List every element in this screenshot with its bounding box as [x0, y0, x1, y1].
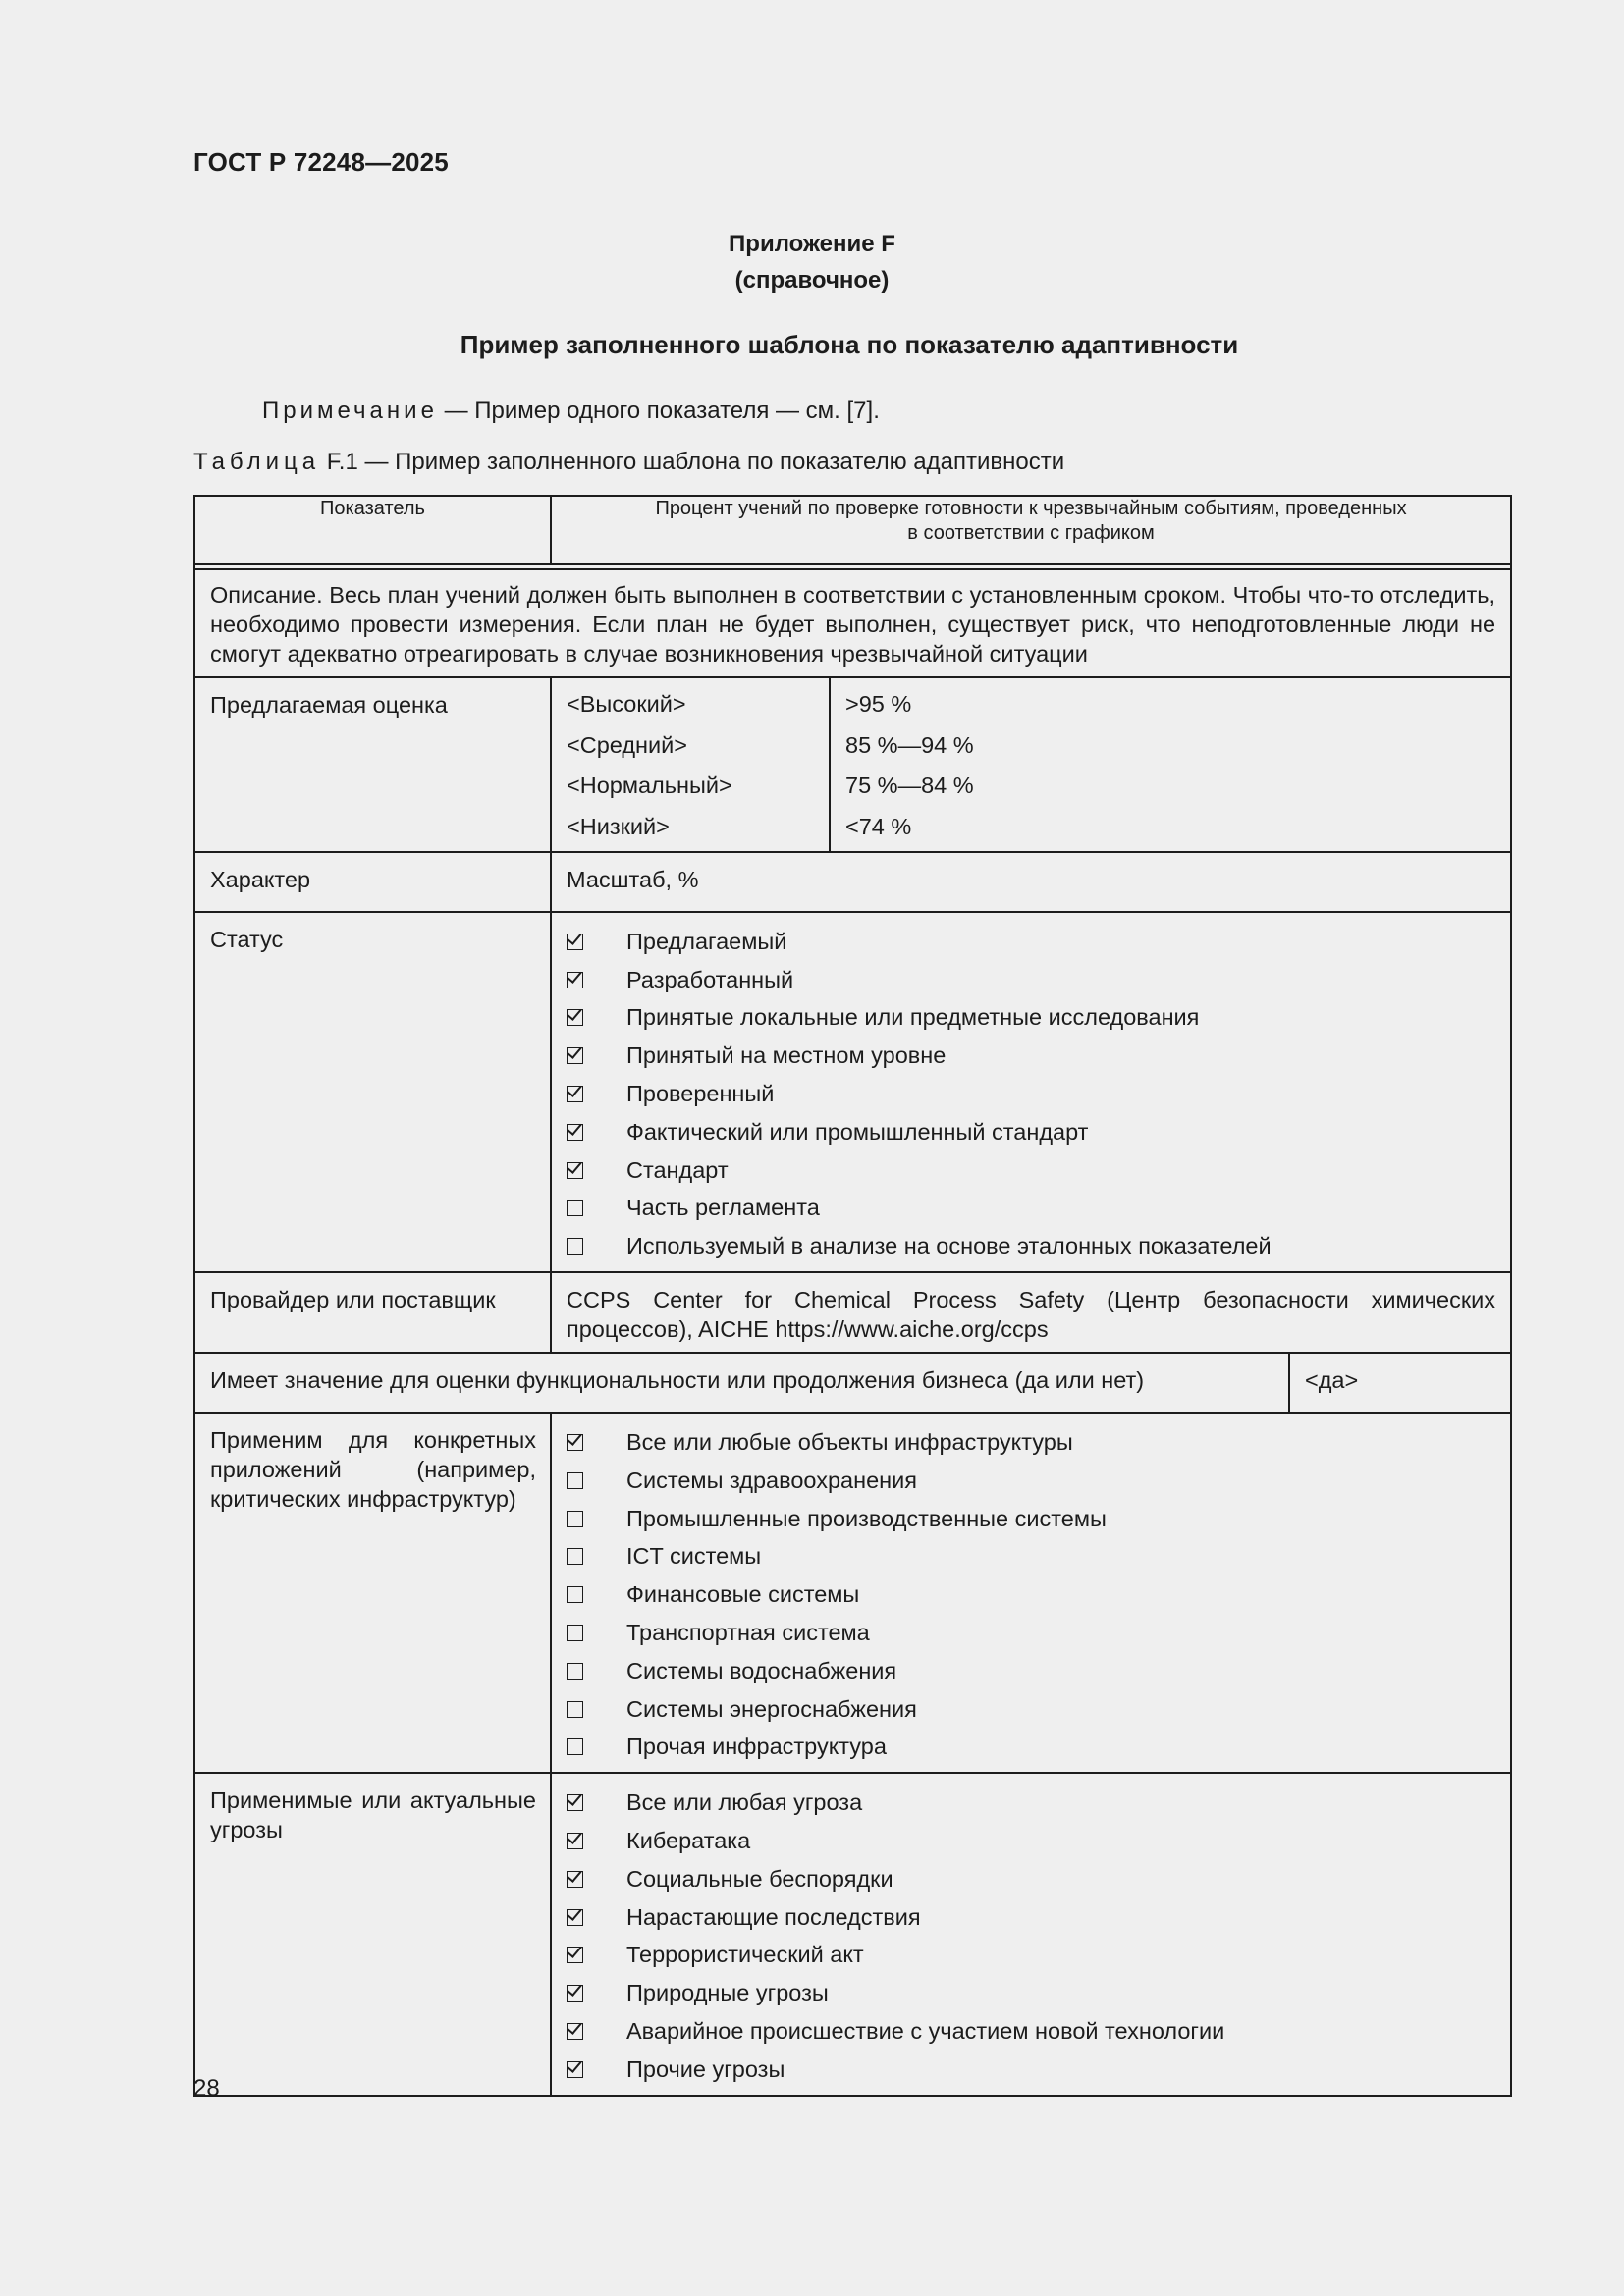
checklist-item: [567, 2051, 1495, 2089]
indicator-header-row: [194, 496, 1511, 564]
table-caption-label: Таблица: [193, 449, 321, 475]
note-label: Примечание: [262, 398, 438, 424]
note: [262, 398, 880, 425]
character-value: Масштаб, %: [567, 867, 699, 892]
table-caption-text: F.1 — Пример заполненного шаблона по показателю адаптивности: [320, 449, 1065, 475]
checklist-item: [567, 1898, 1495, 1937]
unchecked-checkbox-icon[interactable]: [567, 1738, 583, 1755]
checklist-item-label: Социальные беспорядки: [626, 1865, 893, 1892]
applications-label-cell: [194, 1413, 551, 1773]
checklist-item-label: Разработанный: [626, 966, 794, 992]
checklist-item-label: Фактический или промышленный стандарт: [626, 1118, 1089, 1145]
description-text: Описание. Весь план учений должен быть выполнен в соответствии с установленным сроком. Чтобы что-то отследить, необходимо провести измерения. Если план не будет выполнен, существует риск, что неподготовленные люди не смогут адекватно отреагировать в случае возникновения чрезвычайной ситуации: [210, 582, 1496, 667]
assessment-range: <74 %: [845, 813, 912, 839]
checklist-item: [567, 999, 1495, 1038]
checklist-item: [567, 1575, 1495, 1614]
threats-label-cell: [194, 1773, 551, 2095]
unchecked-checkbox-icon[interactable]: [567, 1586, 583, 1603]
checklist-item-label: Террористический акт: [626, 1942, 864, 1968]
status-row: [194, 912, 1511, 1272]
checklist-item-label: Природные угрозы: [626, 1980, 829, 2006]
threats-label: Применимые или актуальные угрозы: [210, 1788, 536, 1843]
checklist-item-label: Все или любая угроза: [626, 1789, 863, 1816]
unchecked-checkbox-icon[interactable]: [567, 1511, 583, 1527]
checklist-item: [567, 1729, 1495, 1767]
character-value-cell: [551, 852, 1511, 912]
provider-label: Провайдер или поставщик: [210, 1287, 496, 1313]
provider-label-cell: [194, 1272, 551, 1353]
provider-row: [194, 1272, 1511, 1353]
checked-checkbox-icon[interactable]: [567, 2023, 583, 2040]
checklist-item: [567, 1937, 1495, 1975]
indicator-label-cell: [194, 496, 551, 564]
description-row: [194, 569, 1511, 677]
status-checklist: [551, 912, 1511, 1272]
checklist-item: [567, 1113, 1495, 1151]
checked-checkbox-icon[interactable]: [567, 1909, 583, 1926]
checklist-item: [567, 1423, 1495, 1462]
provider-value-cell: [551, 1272, 1511, 1353]
assessment-label-cell: [194, 677, 551, 852]
indicator-value-cell: [551, 496, 1511, 564]
assessment-ranges-cell: [830, 677, 1511, 852]
checklist-item: [567, 1860, 1495, 1898]
annex-title: Приложение F: [729, 231, 895, 257]
checklist-item: [567, 961, 1495, 999]
document-standard-header: ГОСТ Р 72248—2025: [193, 147, 449, 177]
checklist-item-label: ICT системы: [626, 1543, 762, 1570]
checklist-item-label: Принятые локальные или предметные исследования: [626, 1004, 1200, 1031]
indicator-value-line-1: Процент учений по проверке готовности к чрезвычайным событиям, проведенных: [655, 498, 1407, 519]
checked-checkbox-icon[interactable]: [567, 1833, 583, 1849]
checklist-item-label: Финансовые системы: [626, 1581, 860, 1608]
checked-checkbox-icon[interactable]: [567, 1434, 583, 1451]
character-label-cell: [194, 852, 551, 912]
checklist-item-label: Прочие угрозы: [626, 2056, 785, 2082]
checklist-item-label: Системы водоснабжения: [626, 1657, 897, 1683]
description-cell: [194, 569, 1511, 677]
checklist-item: [567, 1037, 1495, 1075]
assessment-level: <Средний>: [567, 731, 687, 758]
checklist-item: [567, 1462, 1495, 1500]
checklist-item: [567, 1151, 1495, 1190]
checked-checkbox-icon[interactable]: [567, 934, 583, 950]
assessment-level: <Высокий>: [567, 691, 686, 717]
checklist-item-label: Системы энергоснабжения: [626, 1695, 917, 1722]
checklist-item-label: Прочая инфраструктура: [626, 1734, 887, 1760]
checklist-item-label: Системы здравоохранения: [626, 1467, 917, 1493]
annex-heading: Пример заполненного шаблона по показателю адаптивности: [460, 330, 1239, 359]
assessment-level: <Нормальный>: [567, 773, 732, 798]
checklist-item: [567, 1784, 1495, 1822]
checked-checkbox-icon[interactable]: [567, 1985, 583, 2002]
unchecked-checkbox-icon[interactable]: [567, 1625, 583, 1641]
checklist-item-label: Принятый на местном уровне: [626, 1042, 947, 1069]
indicator-value-line-2: в соответствии с графиком: [907, 522, 1155, 544]
annex-title-block: [0, 226, 1624, 298]
checked-checkbox-icon[interactable]: [567, 1047, 583, 1064]
assessment-row: [194, 677, 1511, 852]
assessment-range: >95 %: [845, 691, 912, 717]
checklist-item-label: Аварийное происшествие с участием новой технологии: [626, 2018, 1225, 2045]
business-relevance-label-cell: [194, 1353, 1289, 1413]
checklist-item: [567, 1974, 1495, 2012]
page-number: 28: [193, 2075, 220, 2102]
indicator-template-table: [193, 495, 1512, 2097]
unchecked-checkbox-icon[interactable]: [567, 1701, 583, 1718]
business-relevance-label: Имеет значение для оценки функциональности или продолжения бизнеса (да или нет): [210, 1367, 1145, 1394]
status-label-cell: [194, 912, 551, 1272]
checklist-item: [567, 1652, 1495, 1690]
checklist-item-label: Транспортная система: [626, 1620, 870, 1646]
character-row: [194, 852, 1511, 912]
checklist-item: [567, 923, 1495, 961]
assessment-level: <Низкий>: [567, 813, 670, 839]
unchecked-checkbox-icon[interactable]: [567, 1548, 583, 1565]
checked-checkbox-icon[interactable]: [567, 1162, 583, 1179]
status-label: Статус: [210, 927, 284, 952]
checklist-item-label: Проверенный: [626, 1081, 775, 1107]
business-relevance-value-cell: [1289, 1353, 1511, 1413]
checklist-item-label: Нарастающие последствия: [626, 1903, 921, 1930]
checklist-item: [567, 1614, 1495, 1652]
threats-checklist: [551, 1773, 1511, 2095]
checked-checkbox-icon[interactable]: [567, 1794, 583, 1811]
checklist-item: [567, 1538, 1495, 1576]
unchecked-checkbox-icon[interactable]: [567, 1238, 583, 1255]
checklist-item: [567, 1075, 1495, 1113]
checked-checkbox-icon[interactable]: [567, 1124, 583, 1141]
checklist-item: [567, 1690, 1495, 1729]
checklist-item-label: Все или любые объекты инфраструктуры: [626, 1429, 1073, 1456]
business-relevance-value: <да>: [1305, 1367, 1359, 1394]
applications-row: [194, 1413, 1511, 1773]
checklist-item: [567, 1500, 1495, 1538]
checked-checkbox-icon[interactable]: [567, 1871, 583, 1888]
applications-label: Применим для конкретных приложений (например, критических инфраструктур): [210, 1427, 536, 1513]
annex-subtitle: (справочное): [734, 267, 890, 294]
checked-checkbox-icon[interactable]: [567, 1009, 583, 1026]
checklist-item: [567, 2012, 1495, 2051]
unchecked-checkbox-icon[interactable]: [567, 1472, 583, 1489]
checked-checkbox-icon[interactable]: [567, 2061, 583, 2078]
checklist-item-label: Промышленные производственные системы: [626, 1505, 1107, 1531]
checklist-item-label: Используемый в анализе на основе эталонных показателей: [626, 1233, 1272, 1259]
indicator-label: Показатель: [320, 498, 425, 519]
character-label: Характер: [210, 867, 311, 892]
assessment-range: 75 %—84 %: [845, 773, 974, 798]
checklist-item-label: Кибератака: [626, 1828, 751, 1854]
checklist-item: [567, 1822, 1495, 1860]
applications-checklist: [551, 1413, 1511, 1773]
unchecked-checkbox-icon[interactable]: [567, 1663, 583, 1680]
checked-checkbox-icon[interactable]: [567, 1086, 583, 1102]
checklist-item: [567, 1190, 1495, 1228]
note-text: — Пример одного показателя — см. [7].: [437, 398, 880, 424]
business-relevance-row: [194, 1353, 1511, 1413]
checked-checkbox-icon[interactable]: [567, 1947, 583, 1963]
unchecked-checkbox-icon[interactable]: [567, 1200, 583, 1216]
checked-checkbox-icon[interactable]: [567, 972, 583, 988]
checklist-item-label: Предлагаемый: [626, 928, 787, 954]
assessment-label: Предлагаемая оценка: [210, 692, 448, 718]
checklist-item: [567, 1227, 1495, 1265]
provider-value: CCPS Center for Chemical Process Safety (Центр безопасности химических процессов), AICHE https://www.aiche.org/ccps: [567, 1287, 1496, 1343]
checklist-item-label: Часть регламента: [626, 1195, 820, 1221]
assessment-levels-cell: [551, 677, 830, 852]
threats-row: [194, 1773, 1511, 2095]
checklist-item-label: Стандарт: [626, 1156, 729, 1183]
table-caption: [193, 449, 1064, 476]
assessment-range: 85 %—94 %: [845, 731, 974, 758]
